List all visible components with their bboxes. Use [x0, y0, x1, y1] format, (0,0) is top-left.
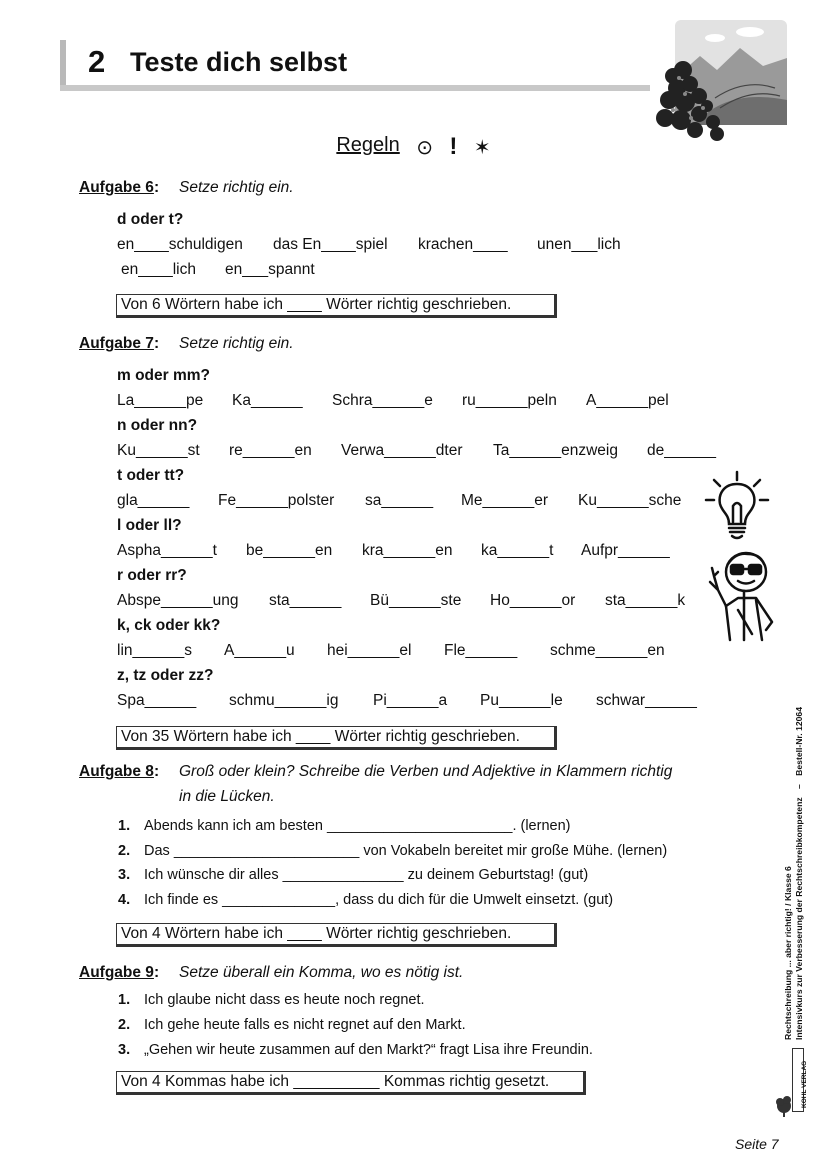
star-icon: ✶ — [473, 136, 491, 159]
fill-word[interactable]: en___spannt — [225, 261, 315, 278]
fill-word[interactable]: hei______el — [327, 642, 412, 659]
fill-word[interactable]: ru______peln — [462, 392, 557, 409]
fill-word[interactable]: sa______ — [365, 492, 434, 509]
fill-word[interactable]: lin______s — [117, 642, 192, 659]
rules-heading — [0, 133, 827, 161]
fill-word[interactable]: schwar______ — [596, 692, 697, 709]
task-6-score-box: Von 6 Wörtern habe ich ____ Wörter richtig geschrieben. — [116, 294, 557, 318]
task-9-score-box: Von 4 Kommas habe ich __________ Kommas richtig gesetzt. — [116, 1071, 586, 1095]
task-9-heading — [79, 964, 464, 982]
task-9-label: Aufgabe 9 — [79, 964, 154, 981]
header-bar — [60, 40, 66, 90]
fill-word[interactable]: Pu______le — [480, 692, 563, 709]
task-8-instruction-line-1: Groß oder klein? Schreibe die Verben und Adjektive in Klammern richtig — [179, 763, 673, 780]
fill-word[interactable]: Verwa______dter — [341, 442, 463, 459]
task-7-label: Aufgabe 7 — [79, 335, 154, 352]
task-8-heading — [79, 763, 673, 805]
sidebar-line-2 — [794, 660, 805, 1040]
fill-word[interactable]: Bü______ste — [370, 592, 462, 609]
task-6-instruction: Setze richtig ein. — [179, 179, 294, 196]
task-6-group-title: d oder t? — [117, 211, 184, 228]
item-number: 4. — [118, 892, 131, 908]
item-text[interactable]: Ich wünsche dir alles _______________ zu deinem Geburtstag! (gut) — [144, 867, 589, 883]
task-7-heading — [79, 335, 294, 353]
fill-word[interactable]: Ka______ — [232, 392, 303, 409]
task-6-colon: : — [153, 179, 160, 196]
fill-word[interactable]: Ku______st — [117, 442, 200, 459]
item-number: 1. — [118, 818, 131, 834]
boy-with-glasses-illustration — [704, 550, 784, 642]
item-number: 2. — [118, 1017, 131, 1033]
fill-word[interactable]: ka______t — [481, 542, 554, 559]
fill-word[interactable]: Me______er — [461, 492, 549, 509]
fill-word[interactable]: re______en — [229, 442, 312, 459]
publisher-sidebar — [783, 660, 805, 1040]
fill-word[interactable]: de______ — [647, 442, 716, 459]
fill-word[interactable]: Pi______a — [373, 692, 448, 709]
task-9-instruction: Setze überall ein Komma, wo es nötig ist. — [179, 964, 464, 981]
publisher-logo — [774, 1060, 808, 1118]
item-text[interactable]: „Gehen wir heute zusammen auf den Markt?“ fragt Lisa ihre Freundin. — [144, 1042, 593, 1058]
task-7-score-box: Von 35 Wörtern habe ich ____ Wörter richtig geschrieben. — [116, 726, 557, 750]
fill-word[interactable]: unen___lich — [537, 236, 621, 253]
fill-word[interactable]: Aufpr______ — [581, 542, 670, 559]
target-icon: ⊙ — [416, 136, 433, 159]
rules-label: Regeln — [336, 134, 400, 157]
fill-word[interactable]: en____schuldigen — [117, 236, 243, 253]
task-7-group-title: l oder ll? — [117, 517, 182, 534]
task-8-colon: : — [153, 763, 160, 780]
fill-word[interactable]: en____lich — [121, 261, 196, 278]
item-text[interactable]: Ich gehe heute falls es nicht regnet auf den Markt. — [144, 1017, 466, 1033]
fill-word[interactable]: Schra______e — [332, 392, 433, 409]
task-7-group-title: z, tz oder zz? — [117, 667, 214, 684]
task-6-heading — [79, 179, 294, 197]
fill-word[interactable]: kra______en — [362, 542, 453, 559]
lightbulb-icon — [702, 470, 772, 542]
task-6-label: Aufgabe 6 — [79, 179, 154, 196]
fill-word[interactable]: das En____spiel — [273, 236, 388, 253]
item-number: 1. — [118, 992, 131, 1008]
task-7-group-title: k, ck oder kk? — [117, 617, 221, 634]
sidebar-dash: – — [794, 784, 804, 789]
item-number: 3. — [118, 1042, 131, 1058]
fill-word[interactable]: Aspha______t — [117, 542, 217, 559]
exclamation-icon: ! — [449, 133, 458, 160]
fill-word[interactable]: La______pe — [117, 392, 204, 409]
task-9-colon: : — [153, 964, 160, 981]
fill-word[interactable]: Abspe______ung — [117, 592, 239, 609]
fill-word[interactable]: be______en — [246, 542, 333, 559]
sidebar-order-number: Bestell-Nr. 12064 — [794, 707, 804, 776]
landscape-illustration — [655, 18, 790, 143]
fill-word[interactable]: Spa______ — [117, 692, 197, 709]
item-number: 3. — [118, 867, 131, 883]
page-number: Seite 7 — [735, 1136, 779, 1152]
page-title: Teste dich selbst — [130, 47, 348, 77]
item-text[interactable]: Das _______________________ von Vokabeln bereitet mir große Mühe. (lernen) — [144, 843, 668, 859]
sidebar-line-1 — [783, 660, 794, 1040]
task-8-score-box: Von 4 Wörtern habe ich ____ Wörter richtig geschrieben. — [116, 923, 557, 947]
publisher-name: KOHL VERLAG — [801, 1060, 808, 1108]
item-number: 2. — [118, 843, 131, 859]
item-text[interactable]: Ich glaube nicht dass es heute noch regnet. — [144, 992, 425, 1008]
fill-word[interactable]: schmu______ig — [229, 692, 339, 709]
fill-word[interactable]: A______pel — [586, 392, 669, 409]
task-7-group-title: n oder nn? — [117, 417, 198, 434]
item-text[interactable]: Ich finde es ______________, dass du dich für die Umwelt einsetzt. (gut) — [144, 892, 614, 908]
task-7-group-title: r oder rr? — [117, 567, 187, 584]
fill-word[interactable]: sta______k — [605, 592, 686, 609]
task-8-label: Aufgabe 8 — [79, 763, 154, 780]
sidebar-subtitle: Intensivkurs zur Verbesserung der Rechtschreibkompetenz — [794, 797, 804, 1040]
task-7-instruction: Setze richtig ein. — [179, 335, 294, 352]
fill-word[interactable]: Ho______or — [490, 592, 576, 609]
task-7-group-title: t oder tt? — [117, 467, 185, 484]
fill-word[interactable]: krachen____ — [418, 236, 508, 253]
header-underline — [60, 85, 650, 91]
fill-word[interactable]: Ta______enzweig — [493, 442, 618, 459]
task-7-colon: : — [153, 335, 160, 352]
fill-word[interactable]: Fe______polster — [218, 492, 335, 509]
fill-word[interactable]: Fle______ — [444, 642, 518, 659]
fill-word[interactable]: schme______en — [550, 642, 665, 659]
task-7-group-title: m oder mm? — [117, 367, 211, 384]
task-8-instruction-line-2: in die Lücken. — [179, 788, 275, 805]
item-text[interactable]: Abends kann ich am besten _______________________. (lernen) — [144, 818, 571, 834]
fill-word[interactable]: Ku______sche — [578, 492, 682, 509]
chapter-number: 2 — [88, 44, 106, 79]
fill-word[interactable]: gla______ — [117, 492, 190, 509]
fill-word[interactable]: sta______ — [269, 592, 342, 609]
sidebar-title: Rechtschreibung ... aber richtig! / Klasse 6 — [783, 866, 793, 1040]
fill-word[interactable]: A______u — [224, 642, 295, 659]
